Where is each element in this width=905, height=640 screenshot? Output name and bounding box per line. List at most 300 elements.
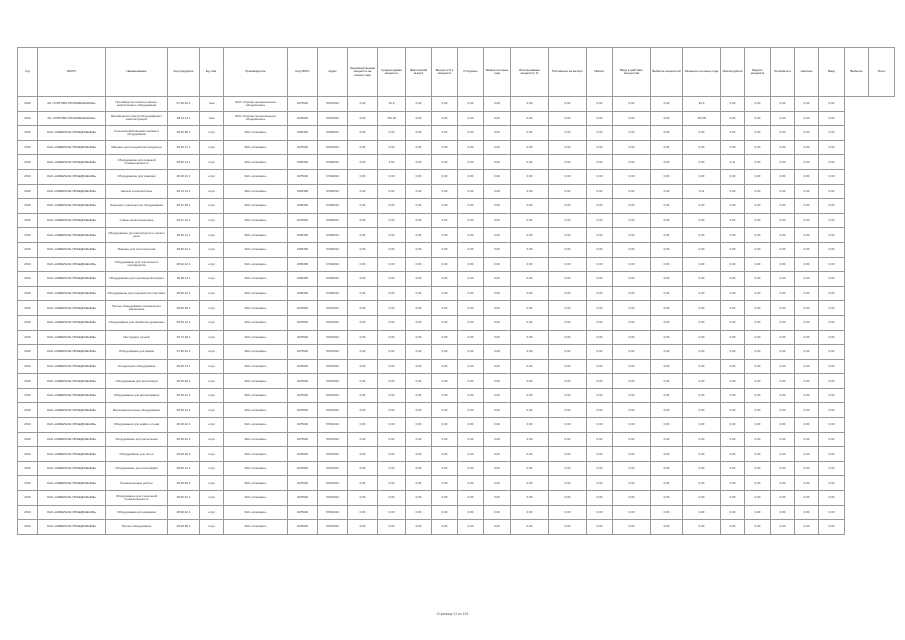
table-cell: 0,00 <box>549 345 587 360</box>
table-cell: 0,00 <box>613 169 651 184</box>
table-cell: 0,00 <box>721 418 745 433</box>
table-cell: 57001021 <box>318 388 348 403</box>
table-cell: 0,00 <box>587 126 613 141</box>
table-cell: 0,00 <box>406 374 432 389</box>
table-cell: 0,00 <box>348 199 378 214</box>
table-row <box>18 505 895 520</box>
table-cell: 0,00 <box>348 272 378 287</box>
table-cell: ОАО «СЕВЕРНОЕ ОБЪЕДИНЕНИЕ» <box>38 199 106 214</box>
table-cell: ОАО «СЕВЕРНОЕ ОБЪЕДИНЕНИЕ» <box>38 345 106 360</box>
table-cell: 0,00 <box>795 447 819 462</box>
table-cell: 0,00 <box>819 126 845 141</box>
table-cell: 0,00 <box>771 476 795 491</box>
table-cell: 0,00 <box>613 257 651 272</box>
table-cell: 0,00 <box>819 242 845 257</box>
table-cell: ЗАО «Агромаш» <box>224 476 288 491</box>
table-cell: 67300021 <box>318 155 348 170</box>
table-cell: 0,00 <box>432 272 458 287</box>
table-cell: 0,11 <box>683 184 721 199</box>
table-cell: 0,00 <box>378 359 406 374</box>
table-cell: 0,00 <box>378 286 406 301</box>
table-cell: ОАО «СЕВЕРНОЕ ОБЪЕДИНЕНИЕ» <box>38 140 106 155</box>
table-cell: 0,00 <box>651 330 683 345</box>
table-cell: 2016 <box>18 418 38 433</box>
table-cell: 0,00 <box>406 432 432 447</box>
table-cell: 2016 <box>18 111 38 126</box>
table-cell: 0,00 <box>795 345 819 360</box>
table-row <box>18 169 895 184</box>
table-cell: 0,00 <box>795 213 819 228</box>
table-cell: 0,00 <box>795 184 819 199</box>
table-cell: 0,00 <box>651 374 683 389</box>
table-cell: штук <box>200 374 224 389</box>
table-cell: 0,00 <box>458 155 484 170</box>
table-cell: 0,00 <box>613 345 651 360</box>
table-cell: 0,00 <box>458 447 484 462</box>
table-cell: 3475020 <box>288 520 318 535</box>
table-cell: 0,00 <box>795 520 819 535</box>
table-cell: 0,00 <box>484 315 511 330</box>
table-cell: 0,00 <box>819 169 845 184</box>
table-cell: 0,00 <box>771 374 795 389</box>
table-row <box>18 257 895 272</box>
table-cell: ОАО «СЕВЕРНОЕ ОБЪЕДИНЕНИЕ» <box>38 315 106 330</box>
table-cell: 2016 <box>18 242 38 257</box>
table-cell: 0,00 <box>771 359 795 374</box>
table-cell: ЗАО «Агромаш» <box>224 272 288 287</box>
table-cell: 0,00 <box>613 228 651 243</box>
table-cell: 0,00 <box>549 432 587 447</box>
table-cell: ЗАО «Агромаш» <box>224 242 288 257</box>
table-cell: 0,00 <box>819 374 845 389</box>
table-cell: 0,00 <box>406 272 432 287</box>
table-cell: 0,00 <box>771 286 795 301</box>
column-header: Фактический выпуск <box>406 48 432 97</box>
table-cell: 0,00 <box>432 345 458 360</box>
table-cell: 57001021 <box>318 432 348 447</box>
table-cell: 0,00 <box>613 447 651 462</box>
table-cell: 0,00 <box>406 242 432 257</box>
table-cell: 0,00 <box>406 184 432 199</box>
table-cell: 0,00 <box>549 272 587 287</box>
column-header: Наличие <box>795 48 819 97</box>
table-cell: 0,00 <box>348 213 378 228</box>
table-cell: 28.99.31.1 <box>168 491 200 506</box>
table-cell: ЗАО «Агромаш» <box>224 184 288 199</box>
table-cell: 0,00 <box>683 505 721 520</box>
table-cell: 0,00 <box>484 228 511 243</box>
table-cell: Оборудование для обработки древесины <box>106 315 168 330</box>
column-header: Выбытие <box>845 48 869 97</box>
table-cell: 0,00 <box>771 169 795 184</box>
table-cell: ЗАО «Агромаш» <box>224 403 288 418</box>
table-cell: 0,00 <box>378 169 406 184</box>
table-cell: 0,00 <box>378 228 406 243</box>
table-cell: 0,00 <box>819 315 845 330</box>
table-cell: Оборудование для вентиляции <box>106 374 168 389</box>
table-cell: 0,00 <box>795 140 819 155</box>
table-cell: 0,00 <box>651 257 683 272</box>
table-cell: 0,00 <box>406 505 432 520</box>
table-row <box>18 476 895 491</box>
table-cell: 0,00 <box>771 505 795 520</box>
table-cell: 57001021 <box>318 403 348 418</box>
table-cell: 0,00 <box>348 111 378 126</box>
table-cell: 0,00 <box>683 257 721 272</box>
table-cell: 0,00 <box>587 111 613 126</box>
table-row <box>18 403 895 418</box>
table-cell: 0,00 <box>406 491 432 506</box>
table-cell: 0,00 <box>587 199 613 214</box>
table-cell: 0,00 <box>771 301 795 316</box>
table-cell: 0,00 <box>651 418 683 433</box>
column-header: Ввод в действие мощностей <box>613 48 651 97</box>
table-cell: штук <box>200 257 224 272</box>
table-cell: 0,00 <box>432 199 458 214</box>
table-cell: 0,00 <box>511 505 549 520</box>
table-cell: 0,00 <box>378 301 406 316</box>
table-cell: 0,00 <box>432 491 458 506</box>
table-cell: штук <box>200 505 224 520</box>
table-cell: 0,00 <box>683 199 721 214</box>
table-cell: 0,00 <box>745 418 771 433</box>
table-cell: 0,00 <box>683 169 721 184</box>
table-cell: 0,00 <box>721 432 745 447</box>
table-cell: 0,00 <box>348 169 378 184</box>
column-header: Ввод <box>819 48 845 97</box>
table-cell: 0,00 <box>771 111 795 126</box>
table-cell: 67300021 <box>318 169 348 184</box>
table-cell: 0,00 <box>745 315 771 330</box>
table-cell: 0,00 <box>432 213 458 228</box>
table-cell: 0,00 <box>721 447 745 462</box>
table-cell: ЗАО «Агромаш» <box>224 447 288 462</box>
table-cell: 0,00 <box>721 257 745 272</box>
table-cell: ЗАО «Агромаш» <box>224 286 288 301</box>
table-cell: 0,00 <box>511 169 549 184</box>
table-cell: 0,00 <box>613 286 651 301</box>
table-cell: 3475020 <box>288 418 318 433</box>
table-cell: 476,05 <box>683 111 721 126</box>
table-cell: 0,00 <box>432 257 458 272</box>
table-cell: 0,00 <box>458 374 484 389</box>
table-body <box>18 97 895 535</box>
table-cell: штук <box>200 345 224 360</box>
table-cell: 0,00 <box>613 418 651 433</box>
table-cell: 28.41.22.1 <box>168 213 200 228</box>
table-cell: 67300021 <box>318 213 348 228</box>
table-cell: 0,00 <box>458 359 484 374</box>
table-cell: 0,00 <box>458 315 484 330</box>
table-cell: 0,00 <box>745 330 771 345</box>
table-cell: 0,00 <box>745 461 771 476</box>
table-cell: 0,00 <box>721 374 745 389</box>
table-cell: 0,00 <box>795 330 819 345</box>
table-cell: 0,00 <box>721 286 745 301</box>
table-cell: 0,00 <box>406 257 432 272</box>
table-cell: 0,00 <box>348 461 378 476</box>
table-cell: 0,00 <box>511 242 549 257</box>
table-cell: 0,00 <box>511 315 549 330</box>
table-cell: 0,00 <box>613 388 651 403</box>
table-cell: 0,00 <box>484 447 511 462</box>
table-cell: 0,00 <box>549 418 587 433</box>
table-cell: 0,00 <box>771 418 795 433</box>
table-row <box>18 286 895 301</box>
table-cell: АО «ТОРГОВО-ПРОМЫШЛЕННОЕ» <box>38 111 106 126</box>
header-row <box>18 48 895 97</box>
table-cell: ЗАО «Агромаш» <box>224 228 288 243</box>
table-cell: штук <box>200 359 224 374</box>
table-cell: 0,00 <box>458 461 484 476</box>
table-cell: 0,00 <box>511 228 549 243</box>
table-cell: 0,00 <box>549 330 587 345</box>
table-cell: 0,00 <box>378 520 406 535</box>
table-cell: 0,00 <box>745 140 771 155</box>
table-cell: 3465450 <box>288 228 318 243</box>
table-cell: 0,00 <box>819 155 845 170</box>
table-cell: 0,00 <box>721 140 745 155</box>
table-cell: 2016 <box>18 388 38 403</box>
table-cell: 0,00 <box>484 345 511 360</box>
table-cell: 0,00 <box>587 388 613 403</box>
table-cell: 3475020 <box>288 213 318 228</box>
table-cell: 0,00 <box>651 140 683 155</box>
table-cell: 57001021 <box>318 359 348 374</box>
table-cell: 0,00 <box>587 432 613 447</box>
table-cell: 0,00 <box>484 418 511 433</box>
table-cell: 67300021 <box>318 242 348 257</box>
column-header: Отгружено <box>458 48 484 97</box>
table-cell: 0,00 <box>549 491 587 506</box>
table-cell: 28.29.21.1 <box>168 169 200 184</box>
table-cell: 0,00 <box>484 126 511 141</box>
table-cell: ОАО «СЕВЕРНОЕ ОБЪЕДИНЕНИЕ» <box>38 286 106 301</box>
table-cell: ОАО «СЕВЕРНОЕ ОБЪЕДИНЕНИЕ» <box>38 169 106 184</box>
table-cell: 2016 <box>18 257 38 272</box>
column-header: Производственная мощность на начало года <box>348 48 378 97</box>
table-cell: 2016 <box>18 213 38 228</box>
table-cell: 0,00 <box>484 301 511 316</box>
table-cell: 0,00 <box>348 388 378 403</box>
table-cell: 0,00 <box>458 418 484 433</box>
table-row <box>18 184 895 199</box>
table-cell: Оборудование для литья <box>106 447 168 462</box>
table-cell: 57001021 <box>318 97 348 112</box>
table-cell: 2016 <box>18 432 38 447</box>
table-cell: 3475020 <box>288 447 318 462</box>
table-cell: 0,00 <box>587 257 613 272</box>
table-cell: 0,00 <box>795 491 819 506</box>
table-cell: 0,00 <box>458 242 484 257</box>
table-cell: 0,00 <box>432 388 458 403</box>
table-cell: ОАО «Торгово-промышленное объединение» <box>224 97 288 112</box>
table-cell: ОАО «СЕВЕРНОЕ ОБЪЕДИНЕНИЕ» <box>38 126 106 141</box>
table-cell: 0,00 <box>378 388 406 403</box>
table-cell: ЗАО «Агромаш» <box>224 213 288 228</box>
table-cell: 0,00 <box>511 199 549 214</box>
table-row <box>18 228 895 243</box>
table-cell: 0,00 <box>771 213 795 228</box>
column-header: Итого <box>869 48 895 97</box>
table-cell: 0,00 <box>745 286 771 301</box>
table-cell: 0,00 <box>458 228 484 243</box>
table-cell: 28.95.11.1 <box>168 272 200 287</box>
table-cell: 0,00 <box>549 242 587 257</box>
table-cell: 2016 <box>18 184 38 199</box>
table-cell: 2016 <box>18 345 38 360</box>
table-cell: 0,00 <box>378 461 406 476</box>
table-cell: 25.73.30.1 <box>168 330 200 345</box>
table-cell: 0,00 <box>771 184 795 199</box>
table-cell: 0,00 <box>745 228 771 243</box>
table-cell: 0,00 <box>795 388 819 403</box>
table-cell: 0,00 <box>549 199 587 214</box>
table-cell: Насосы и компрессоры <box>106 184 168 199</box>
table-cell: 2016 <box>18 491 38 506</box>
table-cell: 57001021 <box>318 491 348 506</box>
table-cell: 0,00 <box>348 403 378 418</box>
table-cell: ОАО «СЕВЕРНОЕ ОБЪЕДИНЕНИЕ» <box>38 330 106 345</box>
table-row <box>18 315 895 330</box>
table-cell: Оборудование для стекольной промышленности <box>106 491 168 506</box>
table-cell: ЗАО «Агромаш» <box>224 199 288 214</box>
table-cell: 0,00 <box>651 432 683 447</box>
table-cell: 0,00 <box>771 242 795 257</box>
table-cell: 0,00 <box>406 111 432 126</box>
table-cell: Оборудование для металлургии и горного дела <box>106 228 168 243</box>
table-cell: 0,00 <box>771 228 795 243</box>
table-row <box>18 126 895 141</box>
table-cell: 0,00 <box>771 432 795 447</box>
table-cell: 28.92.21.1 <box>168 242 200 257</box>
table-cell: 0,00 <box>549 228 587 243</box>
table-cell: 0,00 <box>458 111 484 126</box>
table-cell: 0,00 <box>406 126 432 141</box>
table-cell: 0,00 <box>683 388 721 403</box>
table-cell: 0,00 <box>406 169 432 184</box>
table-cell: ЗАО «Агромаш» <box>224 301 288 316</box>
table-cell: 67300021 <box>318 184 348 199</box>
table-cell: 0,00 <box>819 345 845 360</box>
table-cell: ЗАО «Агромаш» <box>224 315 288 330</box>
table-cell: 0,00 <box>432 520 458 535</box>
table-cell: 28.29.31.1 <box>168 403 200 418</box>
table-cell: 0,00 <box>348 97 378 112</box>
table-cell: Оборудование для производства бумаги <box>106 272 168 287</box>
table-cell: 0,00 <box>484 505 511 520</box>
table-cell: 0,00 <box>511 213 549 228</box>
table-cell: 0,00 <box>458 169 484 184</box>
table-cell: 0,00 <box>511 374 549 389</box>
table-cell: штук <box>200 140 224 155</box>
table-cell: Промышленные роботы <box>106 476 168 491</box>
table-row <box>18 432 895 447</box>
table-cell: 0,00 <box>651 447 683 462</box>
table-cell: 0,00 <box>651 476 683 491</box>
table-cell: 0,00 <box>795 111 819 126</box>
table-cell: 3475020 <box>288 330 318 345</box>
table-cell: 0,00 <box>795 228 819 243</box>
table-cell: 28.99.99.1 <box>168 520 200 535</box>
table-cell: 3475020 <box>288 432 318 447</box>
table-cell: штук <box>200 301 224 316</box>
table-cell: 0,00 <box>587 461 613 476</box>
table-cell: 0,00 <box>721 491 745 506</box>
table-row <box>18 418 895 433</box>
table-cell: 0,00 <box>795 97 819 112</box>
table-cell: ЗАО «Агромаш» <box>224 374 288 389</box>
table-cell: 2016 <box>18 272 38 287</box>
table-cell: 0,00 <box>613 272 651 287</box>
table-cell: 0,00 <box>683 272 721 287</box>
table-cell: штук <box>200 228 224 243</box>
table-cell: 0,00 <box>511 345 549 360</box>
table-cell: 0,00 <box>771 520 795 535</box>
table-cell: 0,00 <box>587 476 613 491</box>
table-cell: 0,00 <box>406 476 432 491</box>
table-row <box>18 491 895 506</box>
table-cell: 0,00 <box>549 461 587 476</box>
table-cell: 0,00 <box>795 169 819 184</box>
table-cell: 0,00 <box>432 432 458 447</box>
table-cell: 0,00 <box>511 476 549 491</box>
table-cell: 0,00 <box>721 199 745 214</box>
table-cell: ЗАО «Агромаш» <box>224 491 288 506</box>
table-cell: 0,00 <box>651 301 683 316</box>
table-cell: 2016 <box>18 315 38 330</box>
table-cell: 0,00 <box>587 418 613 433</box>
table-cell: 0,00 <box>651 491 683 506</box>
table-cell: 0,00 <box>549 184 587 199</box>
table-row <box>18 520 895 535</box>
column-header: Выбытие мощностей <box>651 48 683 97</box>
table-row <box>18 359 895 374</box>
table-cell: 0,00 <box>587 213 613 228</box>
table-cell: 0,00 <box>511 286 549 301</box>
table-cell: 29,9 <box>683 97 721 112</box>
table-cell: ОАО «СЕВЕРНОЕ ОБЪЕДИНЕНИЕ» <box>38 301 106 316</box>
column-header: Код продукции <box>168 48 200 97</box>
table-cell: 0,00 <box>406 97 432 112</box>
table-cell: 0,00 <box>549 111 587 126</box>
table-cell: штук <box>200 286 224 301</box>
table-cell: 0,00 <box>484 491 511 506</box>
table-cell: 0,00 <box>683 228 721 243</box>
table-cell: Весоизмерительное оборудование <box>106 403 168 418</box>
table-cell: 0,00 <box>819 301 845 316</box>
table-cell: 0,00 <box>587 505 613 520</box>
table-cell: 0,00 <box>549 476 587 491</box>
table-cell: 3475020 <box>288 111 318 126</box>
table-cell: 0,00 <box>511 388 549 403</box>
table-cell: 0,00 <box>549 286 587 301</box>
table-cell: штук <box>200 418 224 433</box>
table-cell: 0,00 <box>378 272 406 287</box>
table-cell: 0,00 <box>406 447 432 462</box>
table-cell: 0,00 <box>721 169 745 184</box>
table-cell: 3465450 <box>288 257 318 272</box>
table-cell: 0,00 <box>795 286 819 301</box>
table-cell: 0,00 <box>613 461 651 476</box>
table-cell: 0,00 <box>819 286 845 301</box>
table-cell: 0,00 <box>745 301 771 316</box>
table-cell: 0,00 <box>549 155 587 170</box>
column-header: Адрес <box>318 48 348 97</box>
table-cell: 0,00 <box>587 169 613 184</box>
table-cell: 0,00 <box>651 388 683 403</box>
table-cell: 0,00 <box>484 155 511 170</box>
